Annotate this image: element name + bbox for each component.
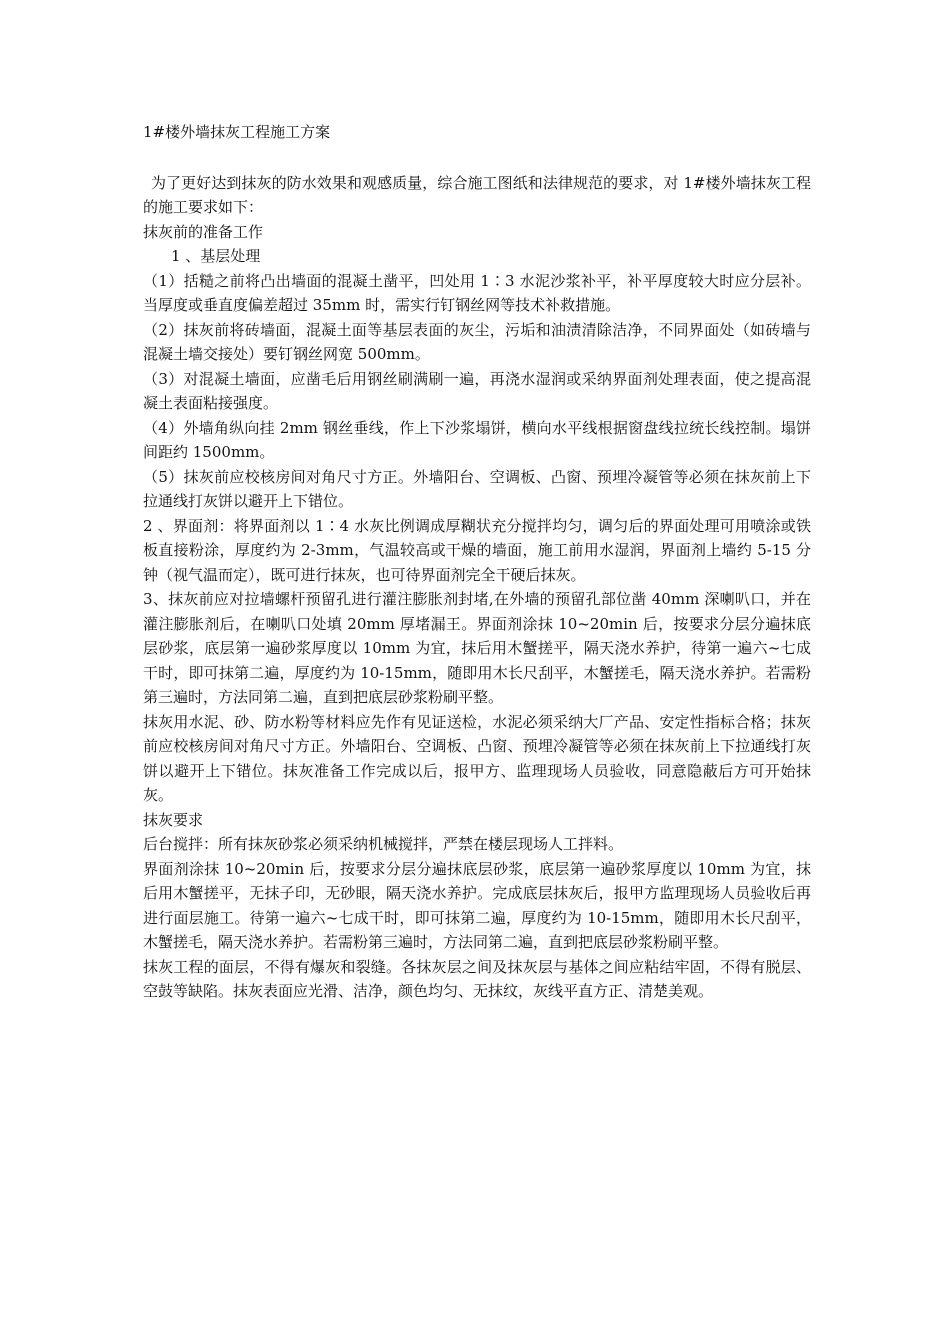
paragraph-item-4: （4）外墙角纵向挂 2mm 钢丝垂线，作上下沙浆塌饼，横向水平线根据窗盘线拉统长线控制。塌饼间距约 1500mm。 xyxy=(143,418,811,461)
document-page xyxy=(143,120,811,1004)
paragraph-item-1: （1）括糙之前将凸出墙面的混凝土凿平，凹处用 1∶3 水泥沙浆补平，补平厚度较大时应分层补。当厚度或垂直度偏差超过 35mm 时，需实行钉钢丝网等技术补救措施。 xyxy=(143,271,811,314)
paragraph-materials: 抹灰用水泥、砂、防水粉等材料应先作有见证送检，水泥必须采纳大厂产品、安定性指标合格；抹灰前应校核房间对角尺寸方正。外墙阳台、空调板、凸窗、预埋冷凝管等必须在抹灰前上下拉通线打灰饼以避开上下错位。抹灰准备工作完成以后，报甲方、监理现场人员验收，同意隐蔽后方可开始抹灰。 xyxy=(143,712,811,804)
paragraph-item-2: （2）抹灰前将砖墙面，混凝土面等基层表面的灰尘，污垢和油渍清除洁净，不同界面处（如砖墙与混凝土墙交接处）要钉钢丝网宽 500mm。 xyxy=(143,320,811,363)
paragraph-item-5: （5）抹灰前应校核房间对角尺寸方正。外墙阳台、空调板、凸窗、预埋冷凝管等必须在抹灰前上下拉通线打灰饼以避开上下错位。 xyxy=(143,467,811,510)
paragraph-layering: 界面剂涂抹 10~20min 后，按要求分层分遍抹底层砂浆，底层第一遍砂浆厚度以 10mm 为宜，抹后用木蟹搓平，无抹子印，无砂眼，隔天浇水养护。完成底层抹灰后，报甲方监理现场人员验收后再进行面层施工。待第一遍六~七成干时，即可抹第二遍，厚度约为 10-15mm，随即用木长尺刮平，木蟹搓毛，隔天浇水养护。若需粉第三遍时，方法同第二遍，直到把底层砂浆粉刷平整。 xyxy=(143,859,811,951)
paragraph-surface-quality: 抹灰工程的面层，不得有爆灰和裂缝。各抹灰层之间及抹灰层与基体之间应粘结牢固，不得有脱层、空鼓等缺陷。抹灰表面应光滑、洁净，颜色均匀、无抹纹，灰线平直方正、清楚美观。 xyxy=(143,957,811,1000)
paragraph-intro: 为了更好达到抹灰的防水效果和观感质量，综合施工图纸和法律规范的要求，对 1#楼外墙抹灰工程的施工要求如下： xyxy=(143,173,811,216)
section-heading-preparation: 抹灰前的准备工作 xyxy=(143,222,264,241)
paragraph-hole-sealing: 3、抹灰前应对拉墙螺杆预留孔进行灌注膨胀剂封堵,在外墙的预留孔部位凿 40mm 深喇叭口，并在灌注膨胀剂后，在喇叭口处填 20mm 厚堵漏王。界面剂涂抹 10~20min 后，按要求分层分遍抹底层砂浆，底层第一遍砂浆厚度以 10mm 为宜，抹后用木蟹搓平，隔天浇水养护，待第一遍六~七成干时，即可抹第二遍，厚度约为 10-15mm，随即用木长尺刮平，木蟹搓毛，隔天浇水养护。若需粉第三遍时，方法同第二遍，直到把底层砂浆粉刷平整。 xyxy=(143,590,811,706)
paragraph-item-3: （3）对混凝土墙面，应凿毛后用钢丝刷满刷一遍，再浇水湿润或采纳界面剂处理表面，使之提高混凝土表面粘接强度。 xyxy=(143,369,811,412)
paragraph-interface-agent: 2 、界面剂：将界面剂以 1∶4 水灰比例调成厚糊状充分搅拌均匀，调匀后的界面处理可用喷涂或铁板直接粉涂，厚度约为 2-3mm，气温较高或干燥的墙面，施工前用水湿润，界面剂上墙约 5-15 分钟（视气温而定），既可进行抹灰，也可待界面剂完全干硬后抹灰。 xyxy=(143,516,811,584)
paragraph-mixing: 后台搅拌：所有抹灰砂浆必须采纳机械搅拌，严禁在楼层现场人工拌料。 xyxy=(143,835,624,853)
document-title: 1#楼外墙抹灰工程施工方案 xyxy=(143,123,331,141)
section-heading-requirements: 抹灰要求 xyxy=(143,810,204,829)
subsection-heading-base-treatment: 1 、基层处理 xyxy=(171,247,261,265)
